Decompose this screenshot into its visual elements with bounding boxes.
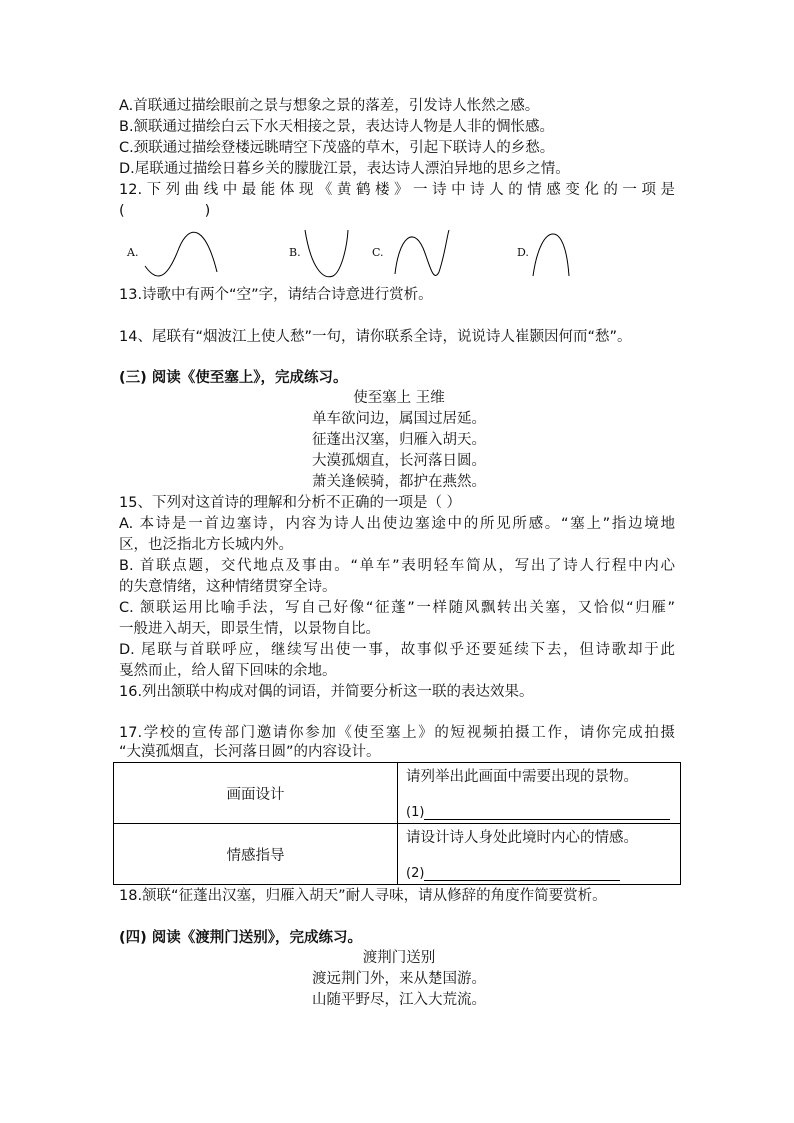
q12-stem: 12.下列曲线中最能体现《黄鹤楼》一诗中诗人的情感变化的一项是	[119, 182, 675, 198]
q12-answer-paren[interactable]	[119, 201, 210, 221]
curve-label-a: A.	[127, 246, 139, 259]
table-row	[114, 824, 681, 885]
curve-label-d: D.	[517, 246, 529, 259]
q17-line-2: “大漠孤烟直，长河落日圆”的内容设计。	[119, 744, 381, 760]
curves-svg	[119, 228, 579, 280]
row-label-emotion: 情感指导	[114, 824, 398, 885]
poem1-line-1: 单车欲问边，属国过居延。	[312, 411, 486, 427]
poem2-line-1: 渡远荆门外，来从楚国游。	[312, 971, 486, 987]
scene-blank-number: (1)	[406, 805, 425, 820]
q15-line-4: 的失意情绪，这种情绪贯穿全诗。	[119, 579, 337, 595]
emotion-answer-line[interactable]	[424, 866, 620, 881]
poem1-line-3: 大漠孤烟直，长河落日圆。	[312, 453, 486, 469]
scene-prompt: 请列举出此画面中需要出现的景物。	[406, 769, 638, 785]
q15-line-3: B. 首联点题，交代地点及事由。“单车”表明轻车简从，写出了诗人行程中内心	[119, 558, 675, 574]
q11-option-b: B.颔联通过描绘白云下水天相接之景，表达诗人物是人非的惆怅感。	[119, 119, 555, 135]
q15-line-6: 一般进入胡天，即景生情，以景物自比。	[119, 621, 380, 637]
q11-option-c: C.颈联通过描绘登楼远眺晴空下茂盛的草木，引起下联诗人的乡愁。	[119, 140, 555, 156]
q11-option-d: D.尾联通过描绘日暮乡关的朦胧江景，表达诗人漂泊异地的思乡之情。	[119, 161, 570, 177]
table-row	[114, 763, 681, 824]
curve-c	[395, 230, 449, 275]
poem2-line-2: 山随平野尽，江入大荒流。	[312, 992, 486, 1008]
q15-stem: 15、下列对这首诗的理解和分析不正确的一项是（ ）	[119, 495, 462, 511]
q17-line-1: 17.学校的宣传部门邀请你参加《使至塞上》的短视频拍摄工作，请你完成拍摄	[119, 725, 675, 741]
section4-heading: (四) 阅读《渡荆门送别》，完成练习。	[119, 930, 363, 946]
q15-line-2: 区，也泛指北方长城内外。	[119, 537, 293, 553]
shooting-design-table	[113, 762, 681, 885]
poem2-title: 渡荆门送别	[362, 950, 436, 966]
poem1-line-4: 萧关逢候骑，都护在燕然。	[312, 474, 486, 490]
q15-line-5: C. 颔联运用比喻手法，写自己好像“征蓬”一样随风飘转出关塞，又恰似“归雁”	[119, 600, 675, 616]
q14-stem: 14、尾联有“烟波江上使人愁”一句，请你联系全诗，说说诗人崔颢因何而“愁”。	[119, 329, 632, 345]
emotion-prompt: 请设计诗人身处此境时内心的情感。	[406, 830, 638, 846]
scene-answer-line[interactable]	[424, 805, 670, 820]
emotion-curves-figure	[119, 228, 579, 280]
curve-label-c: C.	[372, 246, 384, 259]
poem1-title: 使至塞上 王维	[353, 390, 445, 406]
emotion-blank-number: (2)	[406, 866, 425, 881]
q18-stem: 18.颔联“征蓬出汉塞，归雁入胡天”耐人寻味，请从修辞的角度作简要赏析。	[119, 888, 607, 904]
q12-paren-open: (	[119, 203, 125, 219]
row-label-scene: 画面设计	[114, 763, 398, 824]
q13-stem: 13.诗歌中有两个“空”字，请结合诗意进行赏析。	[119, 287, 433, 303]
q11-option-a: A.首联通过描绘眼前之景与想象之景的落差，引发诗人怅然之感。	[119, 98, 540, 114]
curve-label-b: B.	[289, 246, 301, 259]
scene-answer-cell[interactable]	[398, 763, 681, 824]
curve-b	[305, 230, 348, 277]
curve-a	[145, 232, 217, 276]
q16-stem: 16.列出颔联中构成对偶的词语，并简要分析这一联的表达效果。	[119, 684, 534, 700]
q15-line-8: 戛然而止，给人留下回味的余地。	[119, 663, 337, 679]
poem1-line-2: 征蓬出汉塞，归雁入胡天。	[312, 432, 486, 448]
q12-paren-close: )	[204, 203, 211, 219]
q15-line-1: A. 本诗是一首边塞诗，内容为诗人出使边塞途中的所见所感。“塞上”指边境地	[119, 516, 675, 532]
q15-line-7: D. 尾联与首联呼应，继续写出使一事，故事似乎还要延续下去，但诗歌却于此	[119, 642, 675, 658]
emotion-answer-cell[interactable]	[398, 824, 681, 885]
curve-d	[533, 234, 569, 276]
section3-heading: (三) 阅读《使至塞上》，完成练习。	[119, 370, 348, 386]
